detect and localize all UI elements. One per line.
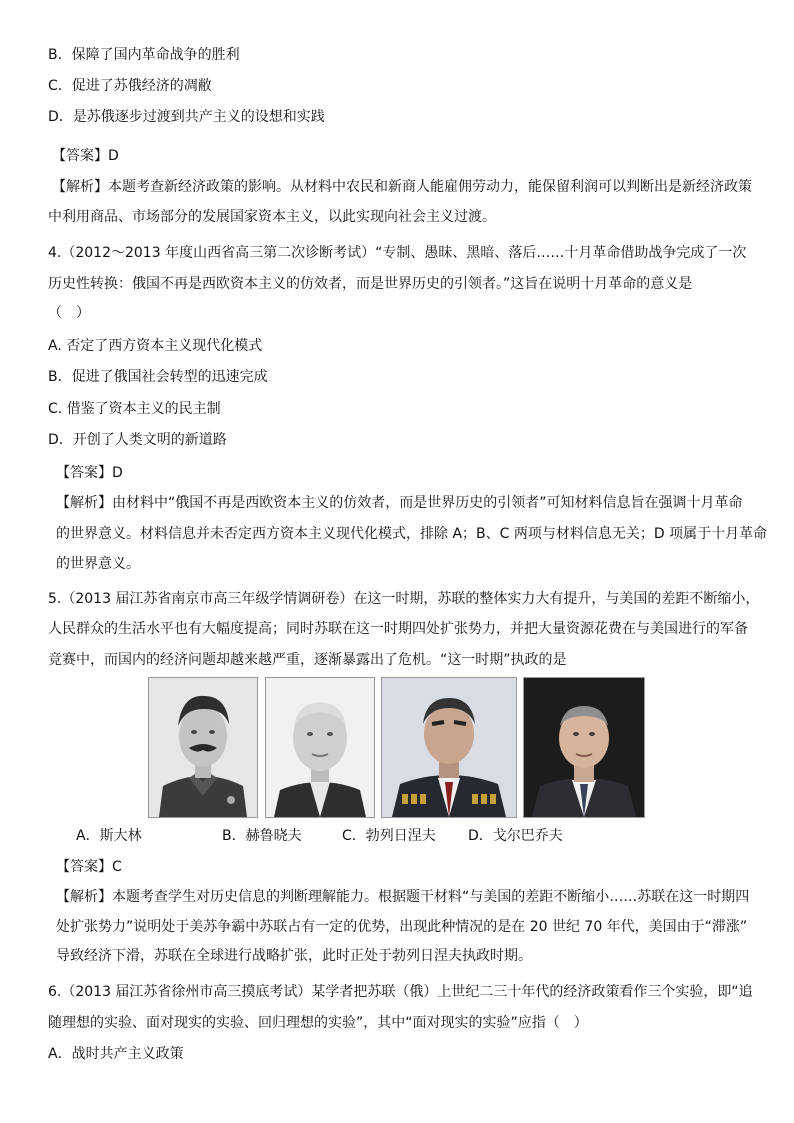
q3-option-b: B．保障了国内革命战争的胜利 [48, 47, 240, 63]
q4-stem-line-3: （ ） [48, 305, 90, 321]
q5-option-b: B．赫鲁晓夫 [222, 828, 302, 844]
q5-stem-line-1: 5.（2013 届江苏省南京市高三年级学情调研卷）在这一时期，苏联的整体实力大有提升，与美国的差距不断缩小， [48, 591, 760, 607]
q3-answer: 【答案】D [52, 148, 119, 164]
q4-option-c: C. 借鉴了资本主义的民主制 [48, 401, 221, 417]
q6-stem-line-2: 随理想的实验、面对现实的实验、回归理想的实验”，其中“面对现实的实验”应指（ ） [48, 1015, 588, 1031]
q5-option-a: A．斯大林 [76, 828, 142, 844]
q3-option-c: C．促进了苏俄经济的凋敝 [48, 78, 212, 94]
q5-analysis-line-3: 导致经济下滑，苏联在全球进行战略扩张，此时正处于勃列日涅夫执政时期。 [56, 948, 532, 964]
q5-option-d: D．戈尔巴乔夫 [468, 828, 563, 844]
q4-answer: 【答案】D [56, 465, 123, 481]
q5-analysis-line-1: 【解析】本题考查学生对历史信息的判断理解能力。根据题干材料“与美国的差距不断缩小……苏联在这一时期四 [56, 889, 750, 905]
q3-analysis-line-1: 【解析】本题考查新经济政策的影响。从材料中农民和新商人能雇佣劳动力，能保留利润可以判断出是新经济政策 [52, 179, 752, 195]
q5-analysis-line-2: 处扩张势力”说明处于美苏争霸中苏联占有一定的优势，出现此种情况的是在 20 世纪 70 年代，美国由于“滞涨” [56, 919, 748, 935]
q5-stem-line-3: 竞赛中，而国内的经济问题却越来越严重，逐渐暴露出了危机。“这一时期”执政的是 [48, 652, 567, 668]
q4-option-b: B．促进了俄国社会转型的迅速完成 [48, 369, 268, 385]
portrait-khrushchev [265, 677, 375, 818]
q4-option-d: D．开创了人类文明的新道路 [48, 432, 227, 448]
q4-option-a: A. 否定了西方资本主义现代化模式 [48, 338, 263, 354]
q4-stem-line-2: 历史性转换：俄国不再是西欧资本主义的仿效者，而是世界历史的引领者。”这旨在说明十月革命的意义是 [48, 276, 693, 292]
q5-answer: 【答案】C [56, 859, 122, 875]
q4-analysis-line-3: 的世界意义。 [56, 556, 140, 572]
q4-stem-line-1: 4.（2012～2013 年度山西省高三第二次诊断考试）“专制、愚昧、黑暗、落后……十月革命借助战争完成了一次 [48, 245, 747, 261]
portrait-stalin [148, 677, 258, 818]
q4-analysis-line-1: 【解析】由材料中“俄国不再是西欧资本主义的仿效者，而是世界历史的引领者”可知材料信息旨在强调十月革命 [56, 495, 743, 511]
q5-option-c: C．勃列日涅夫 [342, 828, 436, 844]
q6-stem-line-1: 6.（2013 届江苏省徐州市高三摸底考试）某学者把苏联（俄）上世纪二三十年代的经济政策看作三个实验，即“追 [48, 984, 753, 1000]
q5-stem-line-2: 人民群众的生活水平也有大幅度提高；同时苏联在这一时期四处扩张势力，并把大量资源花费在与美国进行的军备 [48, 621, 748, 637]
q4-analysis-line-2: 的世界意义。材料信息并未否定西方资本主义现代化模式，排除 A；B、C 两项与材料信息无关；D 项属于十月革命 [56, 526, 768, 542]
q3-analysis-line-2: 中利用商品、市场部分的发展国家资本主义，以此实现向社会主义过渡。 [48, 209, 496, 225]
q6-option-a: A．战时共产主义政策 [48, 1046, 184, 1062]
portrait-gorbachev [523, 677, 645, 818]
portrait-brezhnev [381, 677, 517, 818]
q3-option-d: D．是苏俄逐步过渡到共产主义的设想和实践 [48, 109, 325, 125]
